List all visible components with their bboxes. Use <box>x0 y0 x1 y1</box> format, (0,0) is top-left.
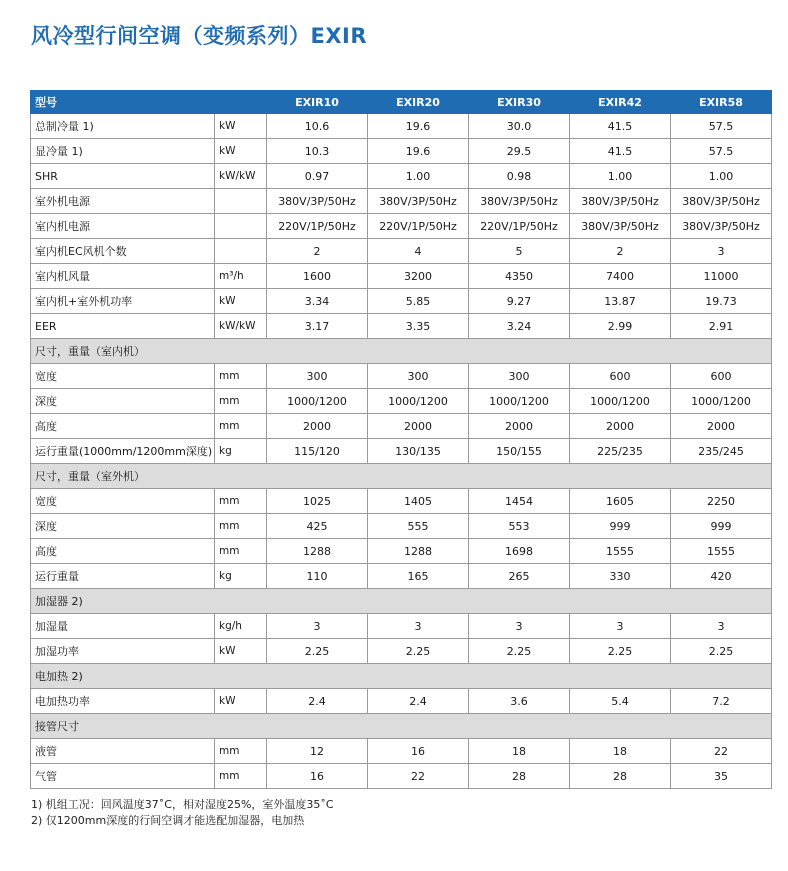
table-cell: 16 <box>368 739 469 764</box>
table-row <box>31 414 772 439</box>
table-cell: 420 <box>671 564 772 589</box>
table-row <box>31 364 772 389</box>
table-cell: 380V/3P/50Hz <box>671 214 772 239</box>
table-cell: 555 <box>368 514 469 539</box>
table-cell: 0.98 <box>469 164 570 189</box>
row-unit: kW <box>215 639 267 664</box>
row-unit: kW/kW <box>215 164 267 189</box>
table-cell: 1405 <box>368 489 469 514</box>
table-cell: 3.6 <box>469 689 570 714</box>
table-cell: 330 <box>570 564 671 589</box>
table-row <box>31 289 772 314</box>
table-cell: 11000 <box>671 264 772 289</box>
table-row <box>31 639 772 664</box>
row-label: 总制冷量 1) <box>31 114 215 139</box>
table-cell: 2 <box>570 239 671 264</box>
table-header-row <box>31 91 772 114</box>
table-cell: 1600 <box>267 264 368 289</box>
table-cell: 22 <box>671 739 772 764</box>
row-label: 室内机风量 <box>31 264 215 289</box>
table-cell: 10.6 <box>267 114 368 139</box>
table-cell: 380V/3P/50Hz <box>469 189 570 214</box>
table-row <box>31 389 772 414</box>
row-unit: kg <box>215 439 267 464</box>
table-cell: 3200 <box>368 264 469 289</box>
table-cell: 2000 <box>671 414 772 439</box>
row-unit: m³/h <box>215 264 267 289</box>
table-cell: 28 <box>469 764 570 789</box>
table-cell: 1000/1200 <box>368 389 469 414</box>
table-cell: 220V/1P/50Hz <box>469 214 570 239</box>
row-label: 运行重量 <box>31 564 215 589</box>
table-cell: 22 <box>368 764 469 789</box>
table-cell: 115/120 <box>267 439 368 464</box>
table-cell: 380V/3P/50Hz <box>368 189 469 214</box>
section-row <box>31 339 772 364</box>
table-row <box>31 564 772 589</box>
table-cell: 2 <box>267 239 368 264</box>
table-cell: 1000/1200 <box>469 389 570 414</box>
table-cell: 35 <box>671 764 772 789</box>
table-cell: 999 <box>671 514 772 539</box>
table-cell: 18 <box>570 739 671 764</box>
table-cell: 3 <box>368 614 469 639</box>
table-cell: 1.00 <box>368 164 469 189</box>
page-title: 风冷型行间空调（变频系列）EXIR <box>31 24 368 48</box>
table-cell: 1.00 <box>671 164 772 189</box>
footnote: 2) 仅1200mm深度的行间空调才能选配加湿器，电加热 <box>31 814 305 827</box>
section-row <box>31 464 772 489</box>
table-cell: 3 <box>671 614 772 639</box>
table-cell: 3.24 <box>469 314 570 339</box>
table-cell: 5 <box>469 239 570 264</box>
table-cell: 380V/3P/50Hz <box>570 214 671 239</box>
table-cell: 4350 <box>469 264 570 289</box>
row-label: 室内机电源 <box>31 214 215 239</box>
table-row <box>31 739 772 764</box>
table-cell: 30.0 <box>469 114 570 139</box>
row-unit: mm <box>215 539 267 564</box>
header-model: EXIR10 <box>267 91 368 114</box>
row-label: SHR <box>31 164 215 189</box>
table-cell: 2.25 <box>368 639 469 664</box>
row-unit: kW <box>215 689 267 714</box>
table-row <box>31 139 772 164</box>
table-row <box>31 239 772 264</box>
table-cell: 235/245 <box>671 439 772 464</box>
row-unit <box>215 214 267 239</box>
table-cell: 600 <box>671 364 772 389</box>
header-model: EXIR30 <box>469 91 570 114</box>
table-cell: 225/235 <box>570 439 671 464</box>
table-cell: 2.25 <box>570 639 671 664</box>
table-row <box>31 264 772 289</box>
table-cell: 3 <box>267 614 368 639</box>
table-row <box>31 439 772 464</box>
table-cell: 57.5 <box>671 139 772 164</box>
table-row <box>31 114 772 139</box>
table-row <box>31 689 772 714</box>
table-cell: 2.25 <box>469 639 570 664</box>
table-cell: 10.3 <box>267 139 368 164</box>
table-cell: 2.4 <box>267 689 368 714</box>
table-body <box>31 114 772 789</box>
table-cell: 380V/3P/50Hz <box>570 189 671 214</box>
row-label: 宽度 <box>31 364 215 389</box>
table-cell: 300 <box>368 364 469 389</box>
section-row <box>31 589 772 614</box>
table-cell: 600 <box>570 364 671 389</box>
section-title: 尺寸，重量（室外机） <box>31 464 772 489</box>
table-cell: 5.4 <box>570 689 671 714</box>
section-title: 接管尺寸 <box>31 714 772 739</box>
table-cell: 2000 <box>368 414 469 439</box>
table-cell: 7400 <box>570 264 671 289</box>
footnotes <box>31 797 334 829</box>
table-cell: 300 <box>469 364 570 389</box>
row-label: 液管 <box>31 739 215 764</box>
header-model: EXIR42 <box>570 91 671 114</box>
row-unit: mm <box>215 489 267 514</box>
table-row <box>31 314 772 339</box>
table-cell: 16 <box>267 764 368 789</box>
table-cell: 3 <box>570 614 671 639</box>
table-cell: 1288 <box>368 539 469 564</box>
table-cell: 165 <box>368 564 469 589</box>
table-cell: 0.97 <box>267 164 368 189</box>
table-row <box>31 189 772 214</box>
footnote: 1) 机组工况：回风温度37˚C，相对湿度25%，室外温度35˚C <box>31 798 334 811</box>
table-cell: 1698 <box>469 539 570 564</box>
table-cell: 12 <box>267 739 368 764</box>
table-cell: 57.5 <box>671 114 772 139</box>
table-cell: 553 <box>469 514 570 539</box>
table-cell: 2.25 <box>671 639 772 664</box>
section-title: 电加热 2) <box>31 664 772 689</box>
table-cell: 28 <box>570 764 671 789</box>
table-cell: 300 <box>267 364 368 389</box>
table-cell: 1.00 <box>570 164 671 189</box>
table-cell: 150/155 <box>469 439 570 464</box>
row-unit: mm <box>215 364 267 389</box>
row-unit: mm <box>215 389 267 414</box>
table-cell: 1605 <box>570 489 671 514</box>
table-cell: 19.73 <box>671 289 772 314</box>
table-cell: 2.99 <box>570 314 671 339</box>
row-label: 室内机+室外机功率 <box>31 289 215 314</box>
row-unit: kW <box>215 114 267 139</box>
table-cell: 13.87 <box>570 289 671 314</box>
table-cell: 2.4 <box>368 689 469 714</box>
table-cell: 110 <box>267 564 368 589</box>
row-label: 室内机EC风机个数 <box>31 239 215 264</box>
row-unit: kW <box>215 289 267 314</box>
table-cell: 130/135 <box>368 439 469 464</box>
row-unit: mm <box>215 739 267 764</box>
row-unit: mm <box>215 764 267 789</box>
row-unit: kg/h <box>215 614 267 639</box>
table-cell: 41.5 <box>570 114 671 139</box>
table-cell: 29.5 <box>469 139 570 164</box>
row-unit <box>215 239 267 264</box>
table-cell: 425 <box>267 514 368 539</box>
table-cell: 265 <box>469 564 570 589</box>
spec-table <box>30 90 772 789</box>
section-row <box>31 714 772 739</box>
row-label: 加湿功率 <box>31 639 215 664</box>
table-cell: 220V/1P/50Hz <box>368 214 469 239</box>
table-cell: 7.2 <box>671 689 772 714</box>
row-label: 加湿量 <box>31 614 215 639</box>
table-row <box>31 214 772 239</box>
table-cell: 1454 <box>469 489 570 514</box>
table-cell: 3.34 <box>267 289 368 314</box>
row-unit <box>215 189 267 214</box>
header-model: EXIR20 <box>368 91 469 114</box>
table-row <box>31 539 772 564</box>
table-cell: 380V/3P/50Hz <box>671 189 772 214</box>
row-label: 高度 <box>31 414 215 439</box>
table-row <box>31 489 772 514</box>
table-cell: 3 <box>671 239 772 264</box>
table-cell: 220V/1P/50Hz <box>267 214 368 239</box>
table-row <box>31 764 772 789</box>
row-unit: kW/kW <box>215 314 267 339</box>
header-model-label: 型号 <box>31 91 267 114</box>
table-cell: 999 <box>570 514 671 539</box>
table-cell: 2000 <box>469 414 570 439</box>
row-unit: mm <box>215 414 267 439</box>
table-cell: 1288 <box>267 539 368 564</box>
table-cell: 1025 <box>267 489 368 514</box>
table-cell: 2250 <box>671 489 772 514</box>
table-cell: 2.91 <box>671 314 772 339</box>
row-label: EER <box>31 314 215 339</box>
table-cell: 1555 <box>570 539 671 564</box>
table-cell: 3.35 <box>368 314 469 339</box>
row-label: 深度 <box>31 514 215 539</box>
table-row <box>31 164 772 189</box>
table-row <box>31 514 772 539</box>
section-title: 尺寸，重量（室内机） <box>31 339 772 364</box>
row-label: 显冷量 1) <box>31 139 215 164</box>
row-label: 气管 <box>31 764 215 789</box>
row-unit: mm <box>215 514 267 539</box>
table-cell: 4 <box>368 239 469 264</box>
table-row <box>31 614 772 639</box>
row-label: 电加热功率 <box>31 689 215 714</box>
table-cell: 5.85 <box>368 289 469 314</box>
table-cell: 1000/1200 <box>671 389 772 414</box>
table-cell: 2000 <box>570 414 671 439</box>
table-cell: 2.25 <box>267 639 368 664</box>
table-cell: 3.17 <box>267 314 368 339</box>
row-label: 高度 <box>31 539 215 564</box>
table-cell: 1000/1200 <box>570 389 671 414</box>
table-cell: 3 <box>469 614 570 639</box>
row-label: 宽度 <box>31 489 215 514</box>
row-label: 运行重量(1000mm/1200mm深度) <box>31 439 215 464</box>
header-model: EXIR58 <box>671 91 772 114</box>
section-title: 加湿器 2) <box>31 589 772 614</box>
table-cell: 41.5 <box>570 139 671 164</box>
table-cell: 1000/1200 <box>267 389 368 414</box>
table-cell: 18 <box>469 739 570 764</box>
table-cell: 2000 <box>267 414 368 439</box>
table-cell: 19.6 <box>368 114 469 139</box>
table-cell: 1555 <box>671 539 772 564</box>
row-label: 深度 <box>31 389 215 414</box>
table-cell: 380V/3P/50Hz <box>267 189 368 214</box>
section-row <box>31 664 772 689</box>
row-unit: kW <box>215 139 267 164</box>
table-cell: 9.27 <box>469 289 570 314</box>
row-label: 室外机电源 <box>31 189 215 214</box>
table-cell: 19.6 <box>368 139 469 164</box>
row-unit: kg <box>215 564 267 589</box>
